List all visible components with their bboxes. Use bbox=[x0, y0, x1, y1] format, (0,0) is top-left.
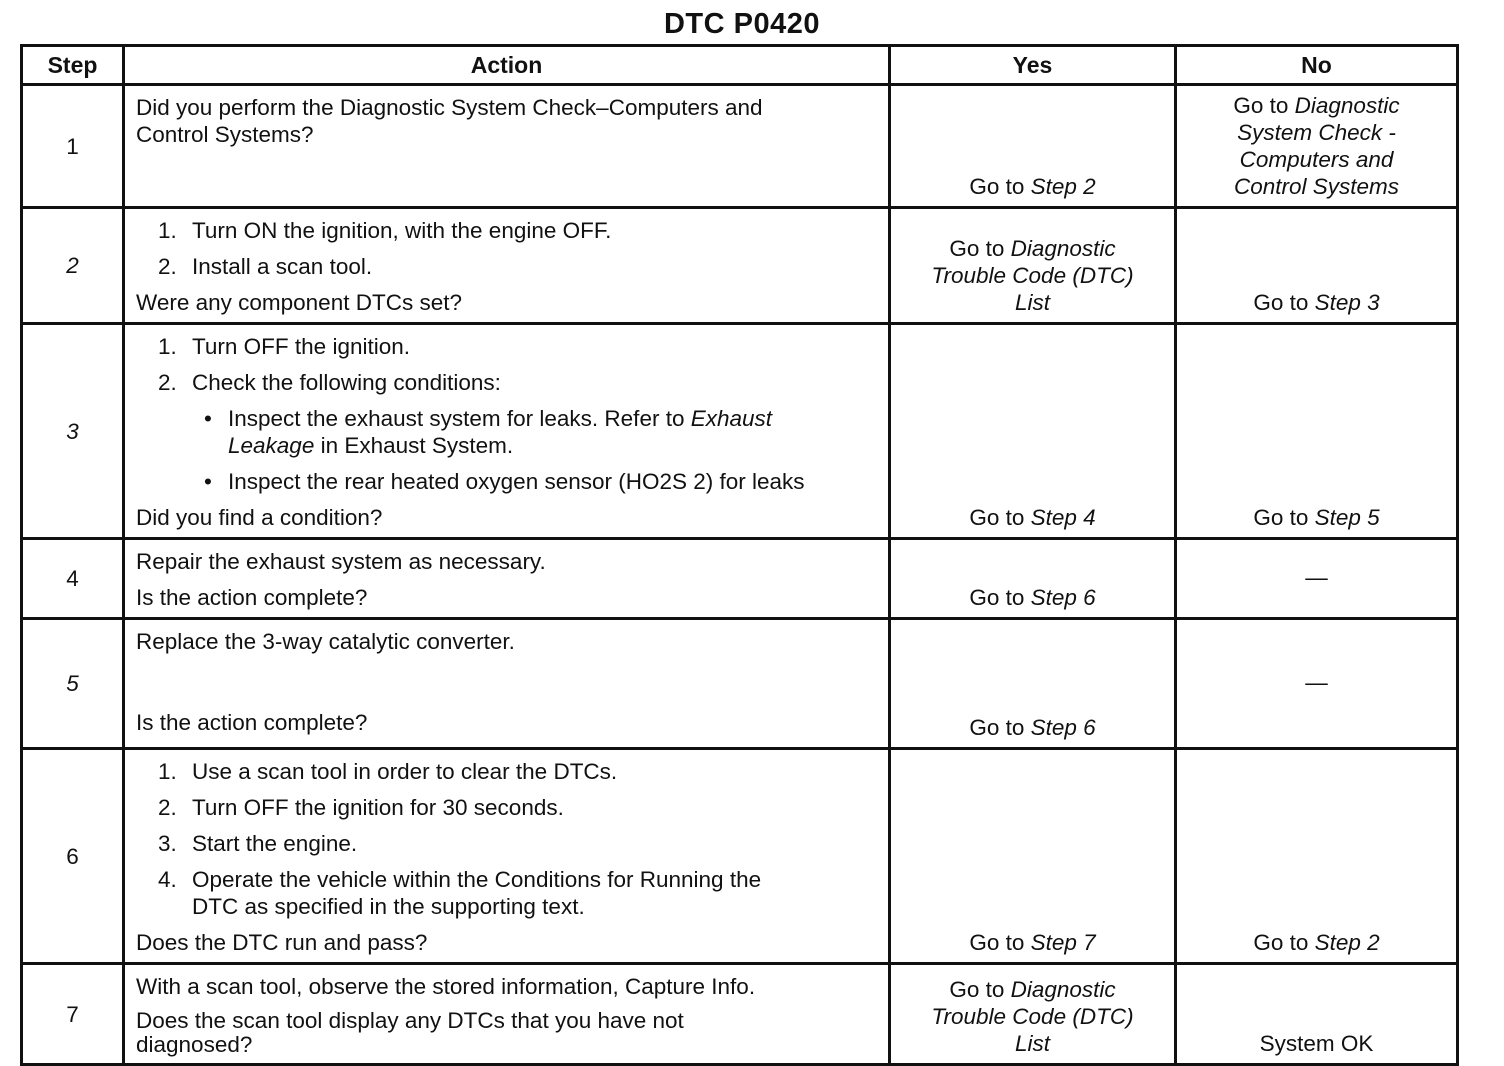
action-text: Did you perform the Diagnostic System Check–Computers and bbox=[136, 95, 763, 120]
no-cell bbox=[1176, 208, 1458, 324]
table-row bbox=[22, 208, 1458, 324]
no-prefix: Go to bbox=[1253, 930, 1315, 955]
action-text: Replace the 3-way catalytic converter. bbox=[136, 629, 515, 654]
action-question: Is the action complete? bbox=[136, 585, 368, 610]
action-question: Does the DTC run and pass? bbox=[136, 930, 428, 955]
action-text: Repair the exhaust system as necessary. bbox=[136, 549, 546, 574]
numbered-item bbox=[136, 758, 878, 785]
no-link-part[interactable]: System Check - bbox=[1237, 120, 1396, 145]
table-row bbox=[22, 324, 1458, 539]
yes-link-part[interactable]: List bbox=[1014, 1031, 1050, 1056]
item-number: 2. bbox=[158, 795, 177, 820]
action-question: Did you find a condition? bbox=[136, 505, 383, 530]
table-row bbox=[22, 964, 1458, 1065]
yes-prefix: Go to bbox=[969, 930, 1031, 955]
step-number: 3 bbox=[22, 324, 124, 539]
yes-step-link[interactable]: Step 2 bbox=[1030, 174, 1096, 199]
action-question: diagnosed? bbox=[136, 1032, 253, 1057]
action-question: Does the scan tool display any DTCs that you have not bbox=[136, 1008, 684, 1033]
numbered-item bbox=[136, 333, 878, 360]
bullet-item bbox=[136, 405, 878, 459]
no-cell bbox=[1176, 964, 1458, 1065]
item-number: 1. bbox=[158, 334, 177, 359]
item-number: 2. bbox=[158, 254, 177, 279]
item-number: 1. bbox=[158, 218, 177, 243]
no-cell bbox=[1176, 749, 1458, 964]
table-row bbox=[22, 85, 1458, 208]
table-row bbox=[22, 539, 1458, 619]
action-text: With a scan tool, observe the stored information, Capture Info. bbox=[136, 974, 756, 999]
bullet-text: in Exhaust System. bbox=[314, 433, 514, 458]
bullet-icon: • bbox=[204, 469, 212, 494]
bullet-text: Inspect the exhaust system for leaks. Refer to bbox=[228, 406, 691, 431]
no-prefix: Go to bbox=[1253, 505, 1315, 530]
yes-prefix: Go to bbox=[949, 236, 1011, 261]
bullet-text: Inspect the rear heated oxygen sensor (HO2S 2) for leaks bbox=[228, 469, 805, 494]
yes-cell bbox=[890, 539, 1176, 619]
yes-link-part[interactable]: Trouble Code (DTC) bbox=[931, 1004, 1134, 1029]
item-text-line: Operate the vehicle within the Conditions for Running the bbox=[192, 867, 762, 892]
step-number: 7 bbox=[22, 964, 124, 1065]
header-action: Action bbox=[124, 46, 890, 85]
header-yes: Yes bbox=[890, 46, 1176, 85]
yes-step-link[interactable]: Step 6 bbox=[1030, 585, 1096, 610]
step-number: 4 bbox=[22, 539, 124, 619]
yes-link-part[interactable]: List bbox=[1014, 290, 1050, 315]
no-cell bbox=[1176, 619, 1458, 749]
no-dash: — bbox=[1305, 670, 1328, 695]
item-number: 4. bbox=[158, 867, 177, 892]
no-step-link[interactable]: Step 5 bbox=[1314, 505, 1380, 530]
action-cell bbox=[124, 324, 890, 539]
yes-link-part[interactable]: Diagnostic bbox=[1010, 236, 1116, 261]
action-cell bbox=[124, 539, 890, 619]
yes-cell bbox=[890, 964, 1176, 1065]
action-question: Were any component DTCs set? bbox=[136, 290, 462, 315]
yes-prefix: Go to bbox=[969, 585, 1031, 610]
numbered-item bbox=[136, 794, 878, 821]
action-question: Is the action complete? bbox=[136, 710, 368, 735]
yes-prefix: Go to bbox=[969, 715, 1031, 740]
action-cell bbox=[124, 85, 890, 208]
no-cell bbox=[1176, 324, 1458, 539]
no-dash: — bbox=[1305, 565, 1328, 590]
step-number: 6 bbox=[22, 749, 124, 964]
bullet-icon: • bbox=[204, 406, 212, 431]
yes-prefix: Go to bbox=[949, 977, 1011, 1002]
reference-link[interactable]: Exhaust bbox=[690, 406, 773, 431]
action-cell bbox=[124, 208, 890, 324]
item-text: Start the engine. bbox=[192, 831, 358, 856]
no-cell bbox=[1176, 85, 1458, 208]
action-text: Control Systems? bbox=[136, 122, 314, 147]
item-text: Turn OFF the ignition for 30 seconds. bbox=[192, 795, 564, 820]
header-no: No bbox=[1176, 46, 1458, 85]
item-text: Use a scan tool in order to clear the DTCs. bbox=[192, 759, 618, 784]
step-number: 1 bbox=[22, 85, 124, 208]
item-text: Check the following conditions: bbox=[192, 370, 501, 395]
no-result-text: System OK bbox=[1259, 1031, 1374, 1056]
item-number: 3. bbox=[158, 831, 177, 856]
dtc-table bbox=[20, 44, 1459, 1066]
no-link-part[interactable]: Control Systems bbox=[1233, 174, 1400, 199]
action-cell bbox=[124, 749, 890, 964]
yes-step-link[interactable]: Step 6 bbox=[1030, 715, 1096, 740]
step-number: 2 bbox=[22, 208, 124, 324]
yes-cell bbox=[890, 324, 1176, 539]
no-step-link[interactable]: Step 3 bbox=[1314, 290, 1380, 315]
page-title: DTC P0420 bbox=[663, 8, 820, 40]
action-cell bbox=[124, 964, 890, 1065]
reference-link[interactable]: Leakage bbox=[228, 433, 315, 458]
yes-cell bbox=[890, 208, 1176, 324]
item-text: Turn OFF the ignition. bbox=[192, 334, 411, 359]
item-number: 2. bbox=[158, 370, 177, 395]
numbered-item bbox=[136, 866, 878, 920]
numbered-item bbox=[136, 830, 878, 857]
yes-prefix: Go to bbox=[969, 505, 1031, 530]
table-header-row bbox=[22, 46, 1458, 85]
numbered-item bbox=[136, 217, 878, 244]
step-number: 5 bbox=[22, 619, 124, 749]
no-step-link[interactable]: Step 2 bbox=[1314, 930, 1380, 955]
numbered-item bbox=[136, 253, 878, 280]
action-cell bbox=[124, 619, 890, 749]
yes-step-link[interactable]: Step 4 bbox=[1030, 505, 1096, 530]
no-prefix: Go to bbox=[1233, 93, 1295, 118]
item-text bbox=[192, 866, 878, 920]
no-cell bbox=[1176, 539, 1458, 619]
yes-step-link[interactable]: Step 7 bbox=[1030, 930, 1096, 955]
yes-cell bbox=[890, 619, 1176, 749]
item-text bbox=[228, 405, 878, 459]
yes-prefix: Go to bbox=[969, 174, 1031, 199]
yes-cell bbox=[890, 85, 1176, 208]
item-text-line: DTC as specified in the supporting text. bbox=[192, 894, 585, 919]
header-step: Step bbox=[22, 46, 124, 85]
no-link-part[interactable]: Diagnostic bbox=[1294, 93, 1400, 118]
yes-cell bbox=[890, 749, 1176, 964]
table-row bbox=[22, 749, 1458, 964]
yes-link-part[interactable]: Trouble Code (DTC) bbox=[931, 263, 1134, 288]
no-prefix: Go to bbox=[1253, 290, 1315, 315]
item-text: Turn ON the ignition, with the engine OFF. bbox=[192, 218, 612, 243]
item-number: 1. bbox=[158, 759, 177, 784]
item-text: Install a scan tool. bbox=[192, 254, 373, 279]
no-link-part[interactable]: Computers and bbox=[1239, 147, 1394, 172]
bullet-item bbox=[136, 468, 878, 495]
yes-link-part[interactable]: Diagnostic bbox=[1010, 977, 1116, 1002]
numbered-item bbox=[136, 369, 878, 396]
table-row bbox=[22, 619, 1458, 749]
